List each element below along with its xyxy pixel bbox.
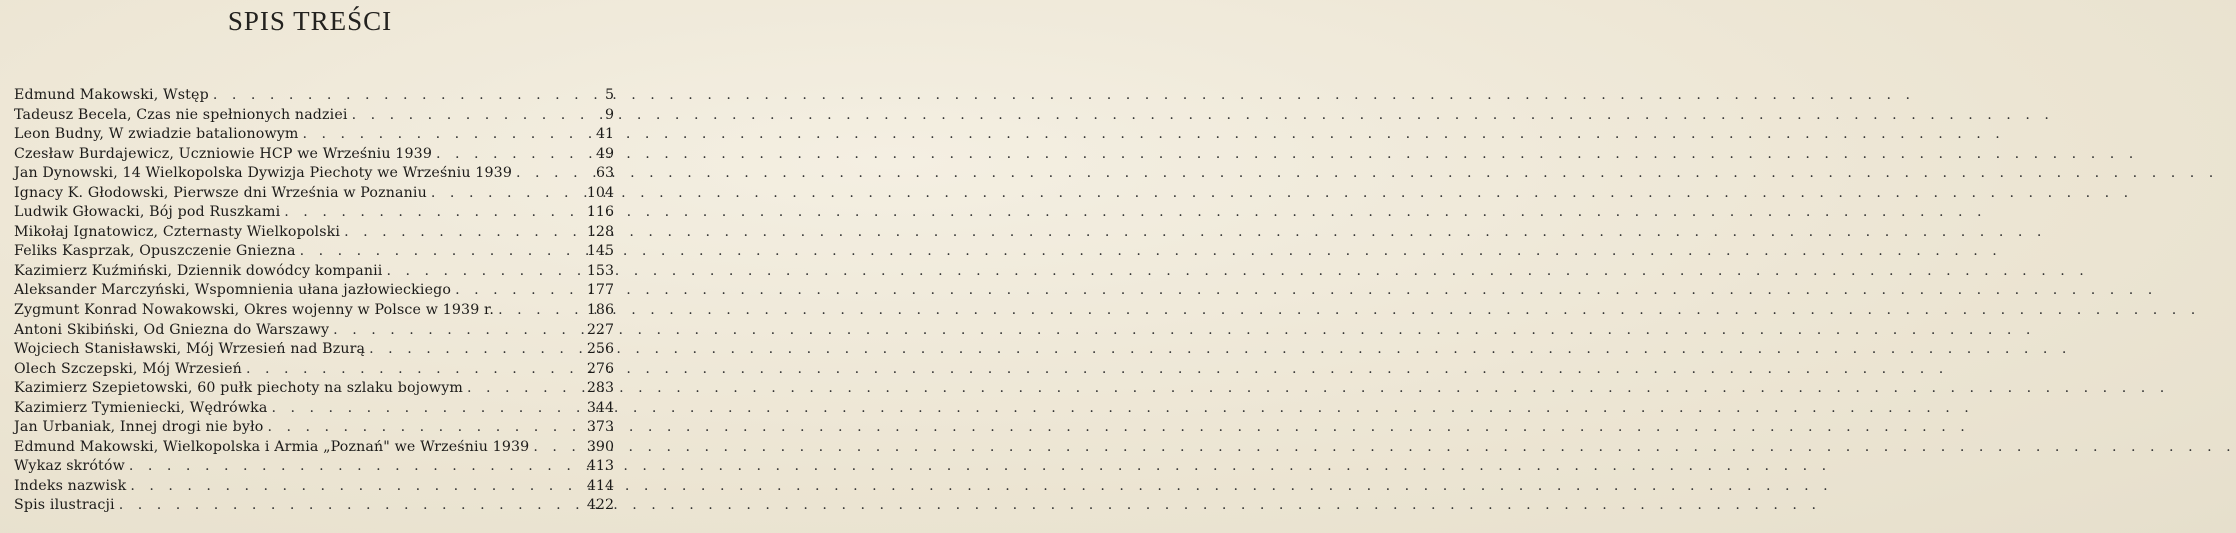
toc-entry <box>14 360 614 380</box>
toc-entry <box>14 477 614 497</box>
toc-page-number: 153 <box>586 262 614 279</box>
toc-page-number: 344 <box>586 399 614 416</box>
toc-page-number: 373 <box>586 419 614 436</box>
page-title: SPIS TREŚCI <box>227 6 393 36</box>
toc-entry-text: Aleksander Marczyński, Wspomnienia ułana jazłowieckiego <box>14 282 452 299</box>
toc-page-number: 283 <box>586 380 614 397</box>
toc-entry <box>14 125 614 145</box>
toc-entry <box>14 223 614 243</box>
toc-entry-text: Kazimierz Tymieniecki, Wędrówka <box>14 399 268 416</box>
toc-entry-text: Wojciech Stanisławski, Mój Wrzesień nad Bzurą <box>14 341 366 358</box>
toc-entry <box>14 418 614 438</box>
toc-page-number: 41 <box>595 126 614 143</box>
toc-entry-text: Leon Budny, W zwiadzie batalionowym <box>14 126 299 143</box>
dot-leader <box>383 262 583 282</box>
toc-page-number: 256 <box>586 341 614 358</box>
toc-page-number: 145 <box>586 243 614 260</box>
dot-leader <box>115 496 582 516</box>
toc-page-number: 9 <box>604 106 614 123</box>
dot-leader <box>340 223 582 243</box>
toc-page-number: 422 <box>586 497 614 514</box>
toc-entry-text: Jan Dynowski, 14 Wielkopolska Dywizja Piechoty we Wrześniu 1939 <box>14 165 513 182</box>
dot-leader <box>209 86 582 106</box>
dot-leader <box>268 399 583 419</box>
toc-entry <box>14 399 614 419</box>
toc-page-number: 414 <box>586 477 614 494</box>
toc-page-number: 227 <box>586 321 614 338</box>
toc-entry-text: Czesław Burdajewicz, Uczniowie HCP we Wrześniu 1939 <box>14 145 432 162</box>
toc-page-number: 128 <box>586 223 614 240</box>
toc-entry <box>14 457 614 477</box>
toc-entry <box>14 321 614 341</box>
toc-entry <box>14 164 614 184</box>
toc-entry <box>14 242 614 262</box>
toc-entry-text: Indeks nazwisk <box>14 477 127 494</box>
toc-page-number: 177 <box>586 282 614 299</box>
dot-leader <box>432 145 582 165</box>
toc-entry-text: Tadeusz Becela, Czas nie spełnionych nadziei <box>14 106 348 123</box>
dot-leader <box>529 438 582 458</box>
toc-page-number: 390 <box>586 438 614 455</box>
toc-entry <box>14 86 614 106</box>
toc-entry-text: Spis ilustracji <box>14 497 115 514</box>
toc-entry-text: Wykaz skrótów <box>14 458 125 475</box>
dot-leader <box>263 418 582 438</box>
dot-leader <box>126 477 582 497</box>
toc-page-number: 413 <box>586 458 614 475</box>
toc-entry <box>14 301 614 321</box>
document-page <box>0 0 620 533</box>
toc-entry <box>14 496 614 516</box>
toc-entry-text: Ignacy K. Głodowski, Pierwsze dni Września w Poznaniu <box>14 184 427 201</box>
toc-page-number: 63 <box>595 165 614 182</box>
dot-leader <box>299 125 582 145</box>
toc-page-number: 186 <box>586 302 614 319</box>
toc-page-number: 104 <box>586 184 614 201</box>
toc-page-number: 49 <box>595 145 614 162</box>
toc-entry-text: Edmund Makowski, Wielkopolska i Armia „Poznań" we Wrześniu 1939 <box>14 438 530 455</box>
toc-entry <box>14 145 614 165</box>
dot-leader <box>280 203 582 223</box>
dot-leader <box>427 184 582 204</box>
toc-entry <box>14 281 614 301</box>
toc-entry <box>14 203 614 223</box>
toc-entry-text: Mikołaj Ignatowicz, Czternasty Wielkopolski <box>14 223 341 240</box>
toc-entry-text: Ludwik Głowacki, Bój pod Ruszkami <box>14 204 281 221</box>
dot-leader <box>512 164 582 184</box>
toc-entry <box>14 340 614 360</box>
toc-entry-text: Olech Szczepski, Mój Wrzesień <box>14 360 242 377</box>
dot-leader <box>365 340 582 360</box>
toc-entry-text: Zygmunt Konrad Nowakowski, Okres wojenny w Polsce w 1939 r. <box>14 302 495 319</box>
dot-leader <box>296 242 582 262</box>
toc-entry-text: Edmund Makowski, Wstęp <box>14 87 209 103</box>
toc-entry <box>14 106 614 126</box>
dot-leader <box>242 360 582 380</box>
toc-page-number: 276 <box>586 360 614 377</box>
toc-entry <box>14 262 614 282</box>
toc-page-number: 5 <box>604 87 614 103</box>
toc-entry-text: Antoni Skibiński, Od Gniezna do Warszawy <box>14 321 330 338</box>
toc-entry-text: Kazimierz Szepietowski, 60 pułk piechoty na szlaku bojowym <box>14 380 463 397</box>
dot-leader <box>329 321 582 341</box>
toc-entry-text: Jan Urbaniak, Innej drogi nie było <box>14 419 264 436</box>
toc-entry <box>14 379 614 399</box>
dot-leader <box>125 457 582 477</box>
dot-leader <box>451 281 582 301</box>
dot-leader <box>463 379 582 399</box>
toc-entry <box>14 184 614 204</box>
dot-leader <box>348 106 582 126</box>
toc-entry <box>14 438 614 458</box>
toc-entry-text: Feliks Kasprzak, Opuszczenie Gniezna <box>14 243 296 260</box>
toc-entry-text: Kazimierz Kuźmiński, Dziennik dowódcy kompanii <box>14 262 383 279</box>
toc-page-number: 116 <box>586 204 614 221</box>
dot-leader <box>494 301 582 321</box>
table-of-contents <box>14 86 614 516</box>
